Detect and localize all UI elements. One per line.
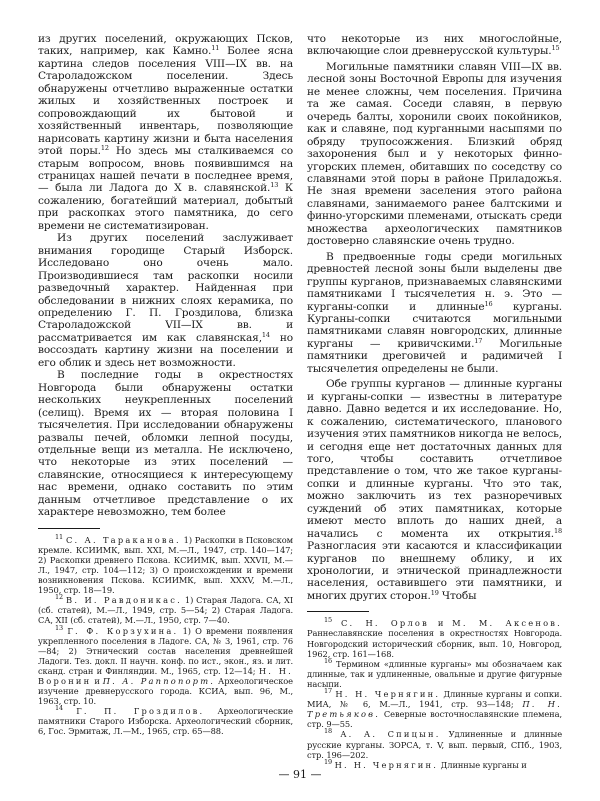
right-body-text <box>307 33 562 602</box>
footnote-author: Г. Ф. Корзухина. <box>67 625 179 636</box>
footnote-text: и <box>428 618 453 629</box>
left-column <box>38 33 293 737</box>
paragraph <box>307 61 562 248</box>
footnote-text: Археологические памятники Старого Изборска. Археологический сборник, 6, Гос. Эрмитаж, Л.—М., 1965, стр. 65—88. <box>38 706 293 737</box>
text-run: из других поселений, окружающих Псков, таких, например, как Камно. <box>38 33 293 58</box>
footnote-ref[interactable]: 11 <box>211 44 220 53</box>
footnote-number: 19 <box>324 757 333 766</box>
footnote-text: Термином «длинные курганы» мы обозначаем как длинные, так и удлиненные, овальные и другие фигурные насыпи. <box>307 658 562 689</box>
footnote <box>307 689 562 729</box>
text-run: что некоторые из них многослойные, включающие слои древнерусской культуры. <box>307 33 562 58</box>
footnote-number: 13 <box>55 623 64 632</box>
right-column <box>307 33 562 770</box>
text-run: Обе группы курганов — длинные курганы и курганы-сопки — известны в литературе давно. Давно ведется и их исследование. Но, к сожалению, систематического, планового изучения этих памятников никогда не велось, и сегодня еще нет достаточных данных для того, чтобы составить отчетливое представление о том, что же такое курганы-сопки и длинные курганы. Что это так, можно заключить из тех разноречивых суждений об этих памятниках, которые имеют место вплоть до наших дней, а начались с момента их открытия. <box>307 378 562 540</box>
footnote-number: 12 <box>55 593 64 602</box>
paragraph <box>38 369 293 518</box>
footnote-ref[interactable]: 17 <box>474 336 483 345</box>
text-run: Из других поселений заслуживает внимания городище Старый Изборск. Исследовано оно очень мало. Производившиеся там раскопки носили разведочный характер. Найденная при обследовании в нижних слоях керамика, по определению Г. П. Гроздилова, близка Староладожской VII—IX вв. и рассматривается им как славянская, <box>38 232 293 344</box>
footnote-author: В. И. Равдоникас. <box>66 595 182 606</box>
footnote-text: 1) О времени появления укрепленного поселения в Ладоге. СА, № 3, 1961, стр. 76—84; 2) Этнический состав населения древнейшей Ладоги. Тез. докл. II научн. конф. по ист., экон., яз. и лит. сканд. стран и Финляндии. М., 1965, стр. 12—14; <box>38 625 293 676</box>
text-run: Могильные памятники славян VIII—IX вв. лесной зоны Восточной Европы для изучения не менее сложны, чем поселения. Причина та же самая. Соседи славян, в первую очередь балты, хоронили своих покойников, как и славяне, под курганными насыпями по обряду трупосожжения. Близкий обряд захоронения был и у некоторых финно-угорских племен, обитавших по соседству со славянами этой поры в районе Приладожья. Не зная времени заселения этого района славянами, занимаемого ранее балтскими и финно-угорскими племенами, отыскать среди множества археологических памятников достоверно славянские очень трудно. <box>307 60 562 248</box>
footnote-author: С. А. Тараканова. <box>65 534 181 545</box>
footnote-author: П. Н. Третьяков. <box>307 699 562 720</box>
footnote-number: 16 <box>324 656 333 665</box>
text-run: Могильные памятники дреговичей и радимичей I тысячелетия определены не были. <box>307 337 562 375</box>
footnote <box>307 656 562 689</box>
footnote-number: 11 <box>55 532 64 541</box>
paragraph <box>307 251 562 376</box>
footnote-text: и <box>91 675 103 686</box>
footnote-author: Н. Н. Чернягин. <box>334 759 439 770</box>
text-run: Но здесь мы сталкиваемся со старым вопросом, вновь появившимся на страницах нашей печати в последнее время, — была ли Ладога до X в. славянской. <box>38 145 294 195</box>
left-body-text <box>38 33 293 519</box>
footnote-ref[interactable]: 19 <box>430 588 439 597</box>
footnote-divider <box>307 611 369 612</box>
footnote-author: С. Н. Орлов <box>340 618 429 629</box>
paragraph <box>307 33 562 58</box>
text-run: Разногласия эти касаются и классификации курганов по внешнему облику, и их хронологии, и этнической принадлежности населения, оставившего эти памятники, и многих других сторон. <box>307 540 562 602</box>
footnote-author: Н. Н. Чернягин. <box>335 689 441 700</box>
footnote-text: Удлиненные и длинные русские курганы. ЗОРСА, т. V, вып. первый, СПб., 1903, стр. 196—202. <box>307 729 563 760</box>
page-number: — 91 — <box>278 768 322 781</box>
footnote <box>307 729 562 759</box>
footnote-author: Н. Н. Воронин <box>38 665 293 686</box>
paragraph <box>307 378 562 602</box>
footnote <box>38 532 293 596</box>
text-run: В предвоенные годы среди могильных древностей лесной зоны были выделены две группы курганов, признаваемых славянскими памятниками I тысячелетия н. э. Это — курганы-сопки и длинные <box>307 250 562 313</box>
footnote-number: 17 <box>324 687 333 696</box>
footnote-ref[interactable]: 18 <box>554 526 562 535</box>
footnote-ref[interactable]: 15 <box>551 44 560 53</box>
footnote-text: 1) Старая Ладога. СА, XI (сб. статей), М.—Л., 1949, стр. 5—54; 2) Старая Ладога. СА, XII (сб. статей), М.—Л., 1950, стр. 7—40. <box>38 595 293 626</box>
text-run: Более ясна картина следов поселения VIII—IX вв. на Староладожском поселении. Здесь обнаружены отчетливо выраженные остатки жилых и хозяйственных построек и сопровождающий их бытовой и хозяйственный инвентарь, позволяющие нарисовать картину жизни и быта населения этой поры. <box>38 45 294 158</box>
footnote-text: Археологическое изучение древнерусского города. КСИА, вып. 96, М., 1963, стр. 10. <box>38 675 293 707</box>
footnote-author: М. М. Аксенов. <box>452 618 562 629</box>
footnote-text: Раннеславянские поселения в окрестностях Новгорода. Новгородский исторический сборник, вып. 10, Новгород, 1962, стр. 161—168. <box>307 628 562 659</box>
text-run: курганы. Курганы-сопки считаются могильными памятниками славян новгородских, длинные курганы — кривичскими. <box>307 300 562 350</box>
footnote <box>38 595 293 625</box>
footnote-number: 14 <box>55 704 64 713</box>
footnote-ref[interactable]: 16 <box>484 299 493 308</box>
footnote-author: Г. П. Гроздилов. <box>76 706 205 717</box>
left-footnotes <box>38 532 293 737</box>
footnote-divider <box>38 528 100 529</box>
paragraph <box>38 232 293 369</box>
footnote <box>307 618 562 658</box>
text-run: но воссоздать картину жизни на поселении и его облик и здесь нет возможности. <box>38 331 293 369</box>
footnote-text: Длинные курганы и <box>438 759 527 770</box>
text-run: Чтобы <box>438 589 477 602</box>
footnote-ref[interactable]: 13 <box>270 181 279 190</box>
right-footnotes <box>307 618 562 769</box>
footnote-text: Длинные курганы и сопки. МИА, № 6, М.—Л., 1941, стр. 93—148; <box>307 689 562 710</box>
footnote-text: Северные восточнославянские племена, стр. 9—55. <box>307 709 562 730</box>
footnote-text: 1) Раскопки в Псковском кремле. КСИИМК, вып. XXI, М.—Л., 1947, стр. 140—147; 2) Раскопки древнего Пскова. КСИИМК, вып. XXVII, М.—Л., 1947, стр. 104—112; 3) О происхождении и времени возникновения Пскова. КСИИМК, вып. XXXV, М.—Л., 1950, стр. 18—19. <box>38 534 293 596</box>
paragraph <box>38 33 293 232</box>
footnote <box>38 623 293 707</box>
text-run: К сожалению, богатейший материал, добытый при раскопках этого памятника, до сего времени не систематизирован. <box>38 182 293 232</box>
footnote-author: П. А. Раппопорт. <box>102 675 216 686</box>
footnote-ref[interactable]: 12 <box>100 144 109 153</box>
text-run: В последние годы в окрестностях Новгорода были обнаружены остатки нескольких неукрепленных поселений (селищ). Время их — вторая половина I тысячелетия. При исследовании обнаружены развалы печей, обломки лепной посуды, отдельные вещи из металла. Не исключено, что некоторые из этих поселений — славянские, относящиеся к интересующему нас времени, однако составить по этим данным отчетливое представление о их характере невозможно, тем более <box>38 369 293 519</box>
footnote-ref[interactable]: 14 <box>261 330 270 339</box>
footnote-author: А. А. Спицын. <box>340 729 441 740</box>
footnote <box>38 706 293 736</box>
footnote-number: 18 <box>324 727 333 736</box>
footnote-number: 15 <box>324 616 333 625</box>
